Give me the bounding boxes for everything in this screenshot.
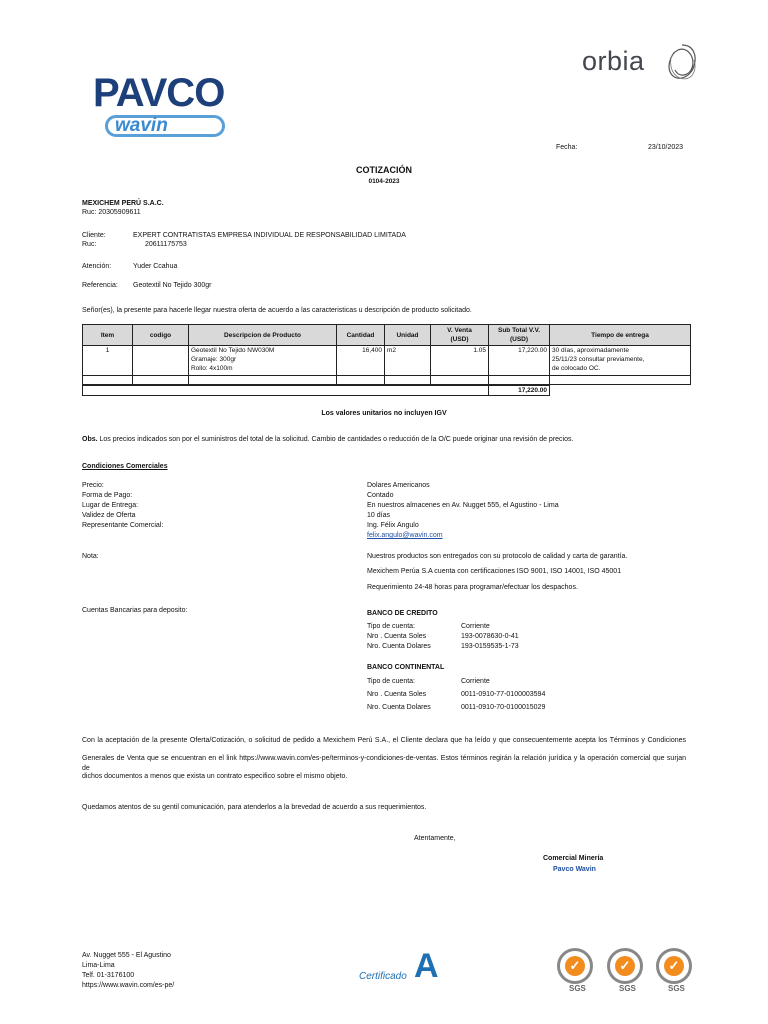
conditions-heading: Condiciones Comerciales	[82, 463, 168, 470]
cond-label-validez: Validez de Oferta	[82, 512, 136, 519]
referencia-label: Referencia:	[82, 282, 118, 289]
credito-key-soles: Nro . Cuenta Soles	[367, 633, 427, 640]
cell-venta: 1.05	[431, 346, 489, 376]
bank-credito-name: BANCO DE CREDITO	[367, 610, 438, 617]
cond-value-validez: 10 días	[367, 512, 390, 519]
cond-label-precio: Precio:	[82, 482, 104, 489]
col-header-venta-line1: V. Venta	[447, 327, 472, 334]
wavin-logo-word: wavin	[115, 115, 168, 136]
client-ruc-label: Ruc:	[82, 241, 97, 248]
continental-key-tipo: Tipo de cuenta:	[367, 678, 415, 685]
intro-text: Señor(es), la presente para hacerle llegar nuestra oferta de acuerdo a las caracteristicas u descripción de producto solicitado.	[82, 307, 472, 314]
closing-text: Quedamos atentos de su gentil comunicación, para atenderlos a la brevedad de acuerdo a sus requerimientos.	[82, 804, 427, 811]
continental-value-dolares: 0011-0910-70-0100015029	[461, 704, 546, 711]
table-header-row	[83, 325, 691, 346]
col-header-cantidad: Cantidad	[337, 325, 385, 346]
footer-address-1: Av. Nugget 555 - El Agustino	[82, 952, 171, 959]
orbia-logo	[582, 40, 702, 86]
fecha-label: Fecha:	[556, 144, 578, 151]
bank-continental-name: BANCO CONTINENTAL	[367, 664, 445, 671]
representante-email-link[interactable]: felix.angulo@wavin.com	[367, 532, 443, 539]
obs-label: Obs.	[82, 436, 98, 443]
document-title: COTIZACIÓN	[356, 165, 412, 175]
sgs-check-icon: ✓	[607, 948, 643, 984]
company-name: MEXICHEM PERÚ S.A.C.	[82, 200, 164, 207]
col-header-venta	[431, 325, 489, 346]
terms-line-1: Con la aceptación de la presente Oferta/Cotización, o solicitud de pedido a Mexichem Perú S.A., el Cliente declara que ha leído y que consecuentemente acepta los Términos y Condiciones	[82, 737, 686, 744]
obs-paragraph	[82, 435, 573, 445]
nota-label: Nota:	[82, 553, 99, 560]
nota-line-2: Mexichem Perúa S.A cuenta con certificaciones ISO 9001, ISO 14001, ISO 45001	[367, 568, 622, 575]
entrega-line-3: de colocado OC.	[552, 365, 601, 372]
orbia-knot-icon	[664, 42, 700, 84]
entrega-line-1: 30 días, aproximadamente	[552, 347, 629, 354]
col-header-descripcion: Descripcion de Producto	[189, 325, 337, 346]
col-header-venta-line2: (USD)	[450, 336, 469, 343]
cell-unidad: m2	[385, 346, 431, 376]
certificado-logo	[357, 944, 439, 990]
signature-company: Pavco Wavin	[553, 866, 596, 873]
col-header-subtotal-line2: (USD)	[509, 336, 529, 343]
table-total-row	[83, 385, 691, 396]
desc-line-1: Geotextil No Tejido NW030M	[191, 347, 275, 354]
certificado-a-mark: A	[414, 947, 439, 985]
pavco-logo-word: PAVCO	[93, 71, 225, 115]
table-row	[83, 346, 691, 376]
continental-key-dolares: Nro. Cuenta Dolares	[367, 704, 431, 711]
col-header-codigo: codigo	[133, 325, 189, 346]
footer-phone: Telf. 01-3176100	[82, 972, 135, 979]
quote-items-table	[82, 324, 691, 396]
orbia-logo-word: orbia	[582, 46, 645, 76]
cell-item: 1	[83, 346, 133, 376]
cond-value-representante: Ing. Félix Angulo	[367, 522, 419, 529]
cond-value-lugar: En nuestros almacenes en Av. Nugget 555, el Agustino - Lima	[367, 502, 559, 509]
atencion-value: Yuder Ccahua	[133, 263, 178, 270]
table-total-value: 17,220.00	[489, 385, 550, 396]
cond-label-representante: Representante Comercial:	[82, 522, 164, 529]
signature-greeting: Atentamente,	[414, 835, 456, 842]
col-header-subtotal-line1: Sub Total V.V.	[497, 327, 541, 334]
credito-key-dolares: Nro. Cuenta Dolares	[367, 643, 431, 650]
sgs-badge-1-label: SGS	[569, 984, 586, 993]
fecha-value: 23/10/2023	[648, 144, 684, 151]
cell-entrega	[550, 346, 691, 376]
continental-value-tipo: Corriente	[461, 678, 490, 685]
col-header-unidad: Unidad	[385, 325, 431, 346]
col-header-subtotal	[489, 325, 550, 346]
terms-line-3: dichos documentos a menos que exista un contrato especifico sobre el mismo objeto.	[82, 773, 348, 780]
referencia-value: Geotextil No Tejido 300gr	[133, 282, 212, 289]
document-number: 0104-2023	[368, 178, 400, 185]
banks-label: Cuentas Bancarias para deposito:	[82, 607, 188, 614]
cell-subtotal: 17,220.00	[489, 346, 550, 376]
certificado-text: Certificado	[359, 971, 407, 982]
cell-cantidad: 16,400	[337, 346, 385, 376]
cliente-value: EXPERT CONTRATISTAS EMPRESA INDIVIDUAL DE RESPONSABILIDAD LIMITADA	[133, 232, 406, 239]
continental-value-soles: 0011-0910-77-0100003594	[461, 691, 546, 698]
cell-descripcion	[189, 346, 337, 376]
credito-value-soles: 193-0078630-0-41	[461, 633, 519, 640]
nota-line-1: Nuestros productos son entregados con su protocolo de calidad y carta de garantía.	[367, 553, 628, 560]
col-header-entrega: Tiempo de entrega	[550, 325, 691, 346]
igv-note: Los valores unitarios no incluyen IGV	[321, 410, 447, 417]
client-ruc-value: 20611175753	[145, 241, 187, 248]
terms-line-2: Generales de Venta que se encuentran en el link https://www.wavin.com/es-pe/terminos-y-condiciones-de-ventas. Estos términos regirán la relación jurídica y la operación comercial que surjan de	[82, 755, 686, 772]
sgs-badge-3-label: SGS	[668, 984, 685, 993]
sgs-badge-2-label: SGS	[619, 984, 636, 993]
entrega-line-2: 25/11/23 consultar previamente,	[552, 356, 645, 363]
col-header-item: Item	[83, 325, 133, 346]
cond-value-precio: Dolares Americanos	[367, 482, 430, 489]
desc-line-3: Rollo: 4x100m	[191, 365, 233, 372]
cond-label-lugar: Lugar de Entrega:	[82, 502, 139, 509]
sgs-badge-3	[656, 948, 692, 993]
cond-value-pago: Contado	[367, 492, 394, 499]
table-empty-row	[83, 376, 691, 385]
credito-value-dolares: 193-0159535-1-73	[461, 643, 519, 650]
credito-value-tipo: Corriente	[461, 623, 490, 630]
pavco-wavin-logo	[93, 70, 225, 140]
sgs-check-icon: ✓	[557, 948, 593, 984]
footer-address-2: Lima-Lima	[82, 962, 115, 969]
nota-line-3: Requerimiento 24-48 horas para programar/efectuar los despachos.	[367, 584, 578, 591]
continental-key-soles: Nro . Cuenta Soles	[367, 691, 427, 698]
sgs-check-icon: ✓	[656, 948, 692, 984]
cliente-label: Cliente:	[82, 232, 106, 239]
cond-label-pago: Forma de Pago:	[82, 492, 133, 499]
sgs-badge-1	[557, 948, 593, 993]
obs-text: Los precios indicados son por el suministros del total de la solicitud. Cambio de cantidades o reducción de la O/C puede originar una revisión de precios.	[97, 436, 574, 443]
atencion-label: Atención:	[82, 263, 112, 270]
cell-codigo	[133, 346, 189, 376]
sgs-badge-2	[607, 948, 643, 993]
signature-dept: Comercial Minería	[543, 855, 604, 862]
company-ruc: Ruc: 20305909611	[82, 209, 141, 216]
desc-line-2: Gramaje: 300gr	[191, 356, 237, 363]
footer-web: https://www.wavin.com/es-pe/	[82, 982, 175, 989]
credito-key-tipo: Tipo de cuenta:	[367, 623, 415, 630]
